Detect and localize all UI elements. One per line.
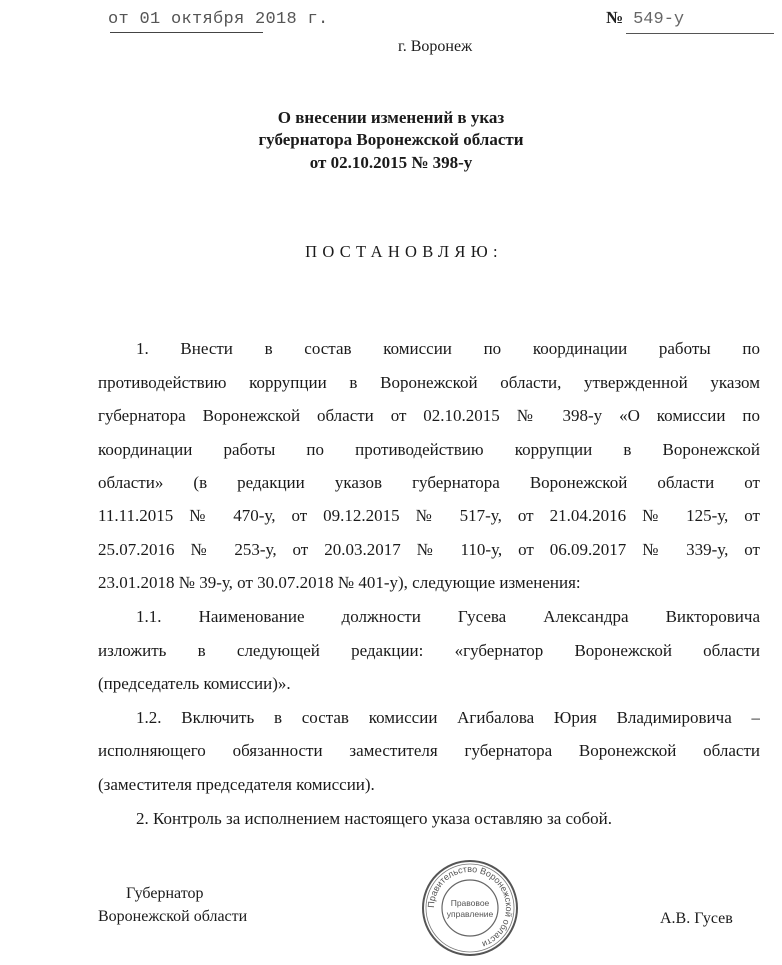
body-line: противодействию коррупции в Воронежской области, утвержденной указом bbox=[98, 373, 760, 392]
body-line: 1.2. Включить в состав комиссии Агибалова Юрия Владимировича – bbox=[136, 708, 760, 727]
signatory-region: Воронежской области bbox=[98, 908, 248, 925]
decree-word: ПОСТАНОВЛЯЮ: bbox=[305, 242, 503, 261]
body-line: 23.01.2018 № 39-у, от 30.07.2018 № 401-у), следующие изменения: bbox=[98, 573, 581, 592]
body-line: изложить в следующей редакции: «губернатор Воронежской области bbox=[98, 641, 760, 660]
number-underline bbox=[626, 33, 774, 34]
body-line: 2. Контроль за исполнением настоящего указа оставляю за собой. bbox=[136, 809, 613, 828]
decree-number-field bbox=[606, 8, 684, 29]
body-line: (председатель комиссии)». bbox=[98, 674, 291, 693]
body-line: (заместителя председателя комиссии). bbox=[98, 775, 375, 794]
body-line: 25.07.2016 № 253-у, от 20.03.2017 № 110-у, от 06.09.2017 № 339-у, от bbox=[98, 540, 760, 559]
body-line: области» (в редакции указов губернатора Воронежской области от bbox=[98, 473, 760, 492]
official-stamp bbox=[420, 858, 520, 958]
signatory-title: Губернатор bbox=[126, 885, 204, 902]
stamp-outer-ring bbox=[423, 861, 517, 955]
stamp-inner-line-1: Правовое bbox=[450, 898, 490, 908]
title-line-3: от 02.10.2015 № 398-у bbox=[309, 153, 473, 172]
stamp-outer-text: Правительство Воронежской области bbox=[425, 863, 515, 950]
signatory-name: А.В. Гусев bbox=[660, 910, 733, 927]
number-sign: № bbox=[606, 8, 624, 27]
decree-number: 549-у bbox=[633, 10, 685, 29]
title-line-2: губернатора Воронежской области bbox=[258, 130, 524, 149]
body-line: координации работы по противодействию коррупции в Воронежской bbox=[98, 440, 760, 459]
body-line: 1.1. Наименование должности Гусева Александра Викторовича bbox=[136, 607, 760, 626]
stamp-inner-ring bbox=[442, 880, 498, 936]
date-underline bbox=[110, 32, 263, 33]
decree-date: от 01 октября 2018 г. bbox=[108, 10, 329, 29]
body-line: исполняющего обязанности заместителя губернатора Воронежской области bbox=[98, 741, 760, 760]
title-line-1: О внесении изменений в указ bbox=[277, 108, 505, 127]
body-line: 11.11.2015 № 470-у, от 09.12.2015 № 517-у, от 21.04.2016 № 125-у, от bbox=[98, 506, 760, 525]
body-line: губернатора Воронежской области от 02.10.2015 № 398-у «О комиссии по bbox=[98, 406, 760, 425]
city-name: г. Воронеж bbox=[398, 38, 473, 55]
stamp-inner-line-2: управление bbox=[446, 909, 494, 919]
body-line: 1. Внести в состав комиссии по координации работы по bbox=[136, 339, 760, 358]
